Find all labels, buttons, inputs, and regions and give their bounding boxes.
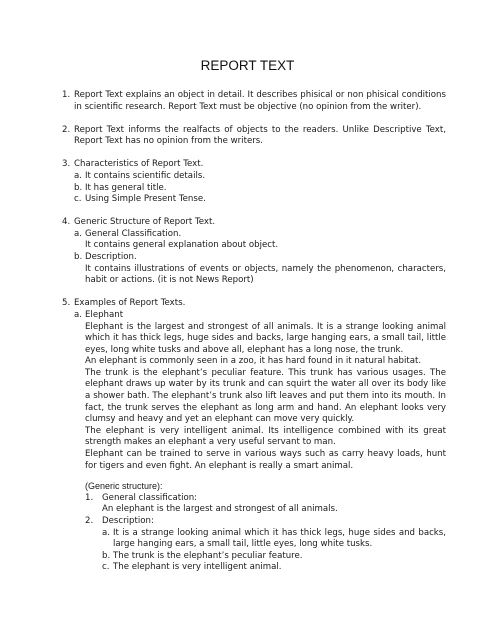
- item-text: Characteristics of Report Text.: [74, 159, 204, 170]
- item-text: Report Text explains an object in detail. It describes phisical or non phisical conditions in scientific research. Report Text must be objective (no opinion from the writer).: [74, 90, 446, 112]
- sub-text: It has general title.: [85, 182, 167, 193]
- item-number: 3.: [62, 159, 71, 170]
- item-number: 2.: [62, 124, 71, 135]
- generic-number: 1.: [85, 492, 94, 503]
- list-item-5: [62, 298, 446, 574]
- page-title: REPORT TEXT: [200, 58, 295, 73]
- sub-text: It contains illustrations of events or objects, namely the phenomenon, characters, habit or actions. (it is not News Report): [85, 263, 446, 286]
- generic-structure-heading: (Generic structure):: [85, 481, 163, 492]
- sub-text: It is a strange looking animal which it has thick legs, huge sides and backs, large hanging ears, a small tail, little eyes, long white tusks.: [113, 527, 446, 550]
- sub-text: It contains general explanation about object.: [85, 240, 279, 251]
- sub-item: [74, 229, 446, 252]
- sub-text: The elephant is very intelligent animal.: [113, 562, 282, 573]
- sub-text: The trunk is the elephant’s peculiar feature.: [113, 550, 303, 561]
- list-item-1: [62, 90, 446, 113]
- item-number: 1.: [62, 90, 71, 100]
- paragraph: An elephant is commonly seen in a zoo, it has hard found in it natural habitat.: [85, 356, 422, 367]
- generic-text: An elephant is the largest and strongest of all animals.: [102, 504, 338, 515]
- generic-sub-item: [85, 551, 446, 563]
- paragraph: Elephant is the largest and strongest of all animals. It is a strange looking animal which it has thick legs, huge sides and backs, large hanging ears, a small tail, little eyes, long white tusks and above all, elephant has a long nose, the trunk.: [85, 321, 446, 355]
- sub-letter: a.: [102, 527, 110, 538]
- generic-item-2: [85, 516, 446, 528]
- sub-letter: b.: [102, 550, 111, 561]
- sub-letter: c.: [74, 194, 82, 205]
- list-item-3: [62, 159, 446, 205]
- sub-heading: General Classification.: [85, 228, 182, 239]
- item-number: 4.: [62, 217, 71, 228]
- sub-letter: a.: [74, 170, 82, 181]
- item-number: 5.: [62, 298, 71, 309]
- generic-sub-item: [85, 562, 446, 574]
- sub-text: It contains scientific details.: [85, 170, 206, 181]
- sub-item: [74, 171, 446, 183]
- sub-item: [74, 194, 446, 206]
- document-content: [62, 90, 446, 585]
- paragraph: Elephant can be trained to serve in various ways such as carry heavy loads, hunt for tigers and even fight. An elephant is really a smart animal.: [85, 449, 446, 471]
- list-item-4: [62, 217, 446, 287]
- generic-heading: General classification:: [102, 492, 198, 503]
- sub-text: Using Simple Present Tense.: [85, 194, 206, 205]
- item-text: Examples of Report Texts.: [74, 298, 186, 309]
- paragraph: The elephant is very intelligent animal. Its intelligence combined with its great strength makes an elephant a very useful servant to man.: [85, 425, 446, 448]
- sub-letter: c.: [102, 562, 110, 573]
- list-item-2: [62, 125, 446, 148]
- sub-letter: b.: [74, 252, 83, 263]
- sub-letter: b.: [74, 182, 83, 193]
- sub-item: [74, 183, 446, 195]
- sub-letter: a.: [74, 228, 82, 239]
- sub-heading: Description.: [85, 252, 137, 263]
- generic-item-1: [85, 493, 446, 505]
- item-text: Report Text informs the realfacts of objects to the readers. Unlike Descriptive Text, Report Text has no opinion from the writers.: [74, 124, 446, 147]
- sub-item: [74, 252, 446, 287]
- generic-number: 2.: [85, 516, 94, 526]
- item-text: Generic Structure of Report Text.: [74, 217, 216, 228]
- sub-letter: a.: [74, 309, 82, 320]
- sub-heading: Elephant: [85, 309, 124, 320]
- paragraph: The trunk is the elephant’s peculiar feature. This trunk has various usages. The elephant draws up water by its trunk and can squirt the water all over its body like a shower bath. The elephant’s trunk also lift leaves and put them into its mouth. In fact, the trunk serves the elephant as long arm and hand. An elephant looks very clumsy and heavy and yet an elephant can move very quickly.: [85, 367, 446, 425]
- generic-sub-item: [85, 528, 446, 551]
- generic-heading: Description:: [102, 516, 154, 526]
- sub-item: [74, 310, 446, 574]
